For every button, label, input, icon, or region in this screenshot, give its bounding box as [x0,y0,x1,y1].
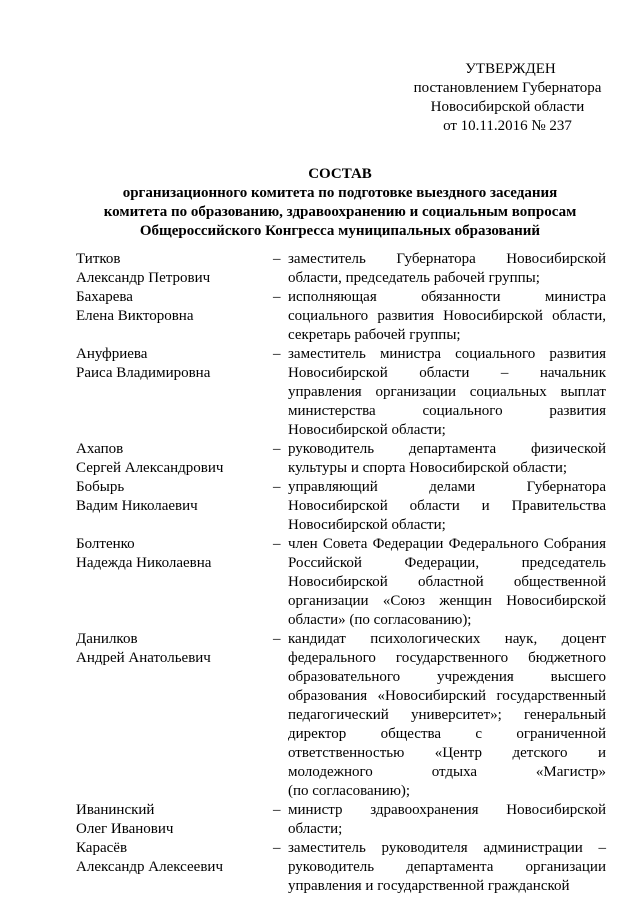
member-dash: – [273,536,281,552]
member-entry [76,478,606,535]
member-given-name: Андрей Анатольевич [76,650,211,666]
document-subtitle-line-2: комитета по образованию, здравоохранению и социальным вопросам [103,204,577,220]
member-given-name: Раиса Владимировна [76,365,211,381]
member-role-line: Новосибирской области; [288,517,446,533]
approval-decree: постановлением Губернатора [413,80,602,96]
member-role-line: директор общества с ограниченной [288,726,606,742]
document-subtitle-line-3: Общероссийского Конгресса муниципальных образований [139,223,541,239]
document-heading [60,165,620,241]
member-role-line: федерального государственного бюджетного [288,650,606,666]
member-given-name: Сергей Александрович [76,460,224,476]
member-surname: Данилков [76,631,138,647]
member-surname: Болтенко [76,536,135,552]
member-entry [76,250,606,288]
member-role-line: заместитель Губернатора Новосибирской [288,251,606,267]
member-role-line: управляющий делами Губернатора [288,479,606,495]
member-role-line: культуры и спорта Новосибирской области; [288,460,568,476]
member-name [76,801,276,839]
document-title: СОСТАВ [308,166,372,182]
member-role-line: управления организации социальных выплат [288,384,606,400]
member-role-line: области» (по согласованию); [288,612,472,628]
member-surname: Ануфриева [76,346,148,362]
member-role-line: управления и государственной гражданской [288,878,570,894]
member-given-name: Надежда Николаевна [76,555,212,571]
member-name [76,250,276,288]
member-name [76,839,276,877]
member-role-line: министр здравоохранения Новосибирской [288,802,606,818]
member-entry [76,839,606,896]
approval-block [395,60,620,136]
member-role [288,839,606,896]
member-name [76,535,276,573]
member-entry [76,440,606,478]
document-subtitle-line-1: организационного комитета по подготовке выездного заседания [122,185,558,201]
approval-date-number: от 10.11.2016 № 237 [443,118,572,134]
member-dash: – [273,631,281,647]
member-surname: Карасёв [76,840,128,856]
member-role-line: руководитель департамента физической [288,441,606,457]
member-entry [76,630,606,801]
member-entry [76,288,606,345]
member-given-name: Вадим Николаевич [76,498,198,514]
member-role-line: заместитель руководителя администрации – [288,840,606,856]
member-role-line: социального развития Новосибирской области, [288,308,606,324]
member-role-line: образования «Новосибирский государственный [288,688,606,704]
member-entry [76,801,606,839]
member-dash: – [273,289,281,305]
member-role-line: исполняющая обязанности министра [288,289,606,305]
member-entry [76,535,606,630]
member-surname: Иванинский [76,802,155,818]
member-role-line: министерства социального развития [288,403,606,419]
member-role [288,250,606,288]
member-role-line: организации «Союз женщин Новосибирской [288,593,606,609]
member-roster [76,250,606,896]
member-role-line: Новосибирской области и Правительства [288,498,606,514]
member-name [76,288,276,326]
member-given-name: Александр Петрович [76,270,211,286]
member-role [288,535,606,630]
member-role-line: (по согласованию); [288,783,411,799]
member-role-line: Новосибирской областной общественной [288,574,606,590]
member-role-line: ответственностью «Центр детского и [288,745,606,761]
member-role [288,801,606,839]
member-dash: – [273,441,281,457]
member-role-line: образовательного учреждения высшего [288,669,606,685]
member-role-line: Новосибирской области; [288,422,446,438]
member-entry [76,345,606,440]
member-role-line: руководитель департамента организации [288,859,606,875]
member-role-line: области; [288,821,343,837]
member-given-name: Елена Викторовна [76,308,194,324]
member-name [76,478,276,516]
member-role-line: молодежного отдыха «Магистр» [288,764,606,780]
member-dash: – [273,251,281,267]
member-name [76,630,276,668]
member-role [288,478,606,535]
member-given-name: Олег Иванович [76,821,174,837]
member-role [288,630,606,801]
member-dash: – [273,346,281,362]
member-surname: Бобырь [76,479,125,495]
member-role-line: Российской Федерации, председатель [288,555,606,571]
member-role [288,440,606,478]
member-dash: – [273,802,281,818]
member-name [76,440,276,478]
member-dash: – [273,840,281,856]
member-role-line: заместитель министра социального развития [288,346,606,362]
member-surname: Бахарева [76,289,133,305]
member-given-name: Александр Алексеевич [76,859,223,875]
member-role-line: Новосибирской области – начальник [288,365,606,381]
member-name [76,345,276,383]
member-role-line: педагогический университет»; генеральный [288,707,606,723]
member-surname: Титков [76,251,121,267]
member-surname: Ахапов [76,441,124,457]
member-role-line: член Совета Федерации Федерального Собрания [288,536,606,552]
member-role-line: области, председатель рабочей группы; [288,270,540,286]
member-role-line: секретарь рабочей группы; [288,327,461,343]
approval-region: Новосибирской области [430,99,585,115]
approval-status: УТВЕРЖДЕН [465,61,556,77]
member-dash: – [273,479,281,495]
member-role [288,288,606,345]
member-role-line: кандидат психологических наук, доцент [288,631,606,647]
member-role [288,345,606,440]
